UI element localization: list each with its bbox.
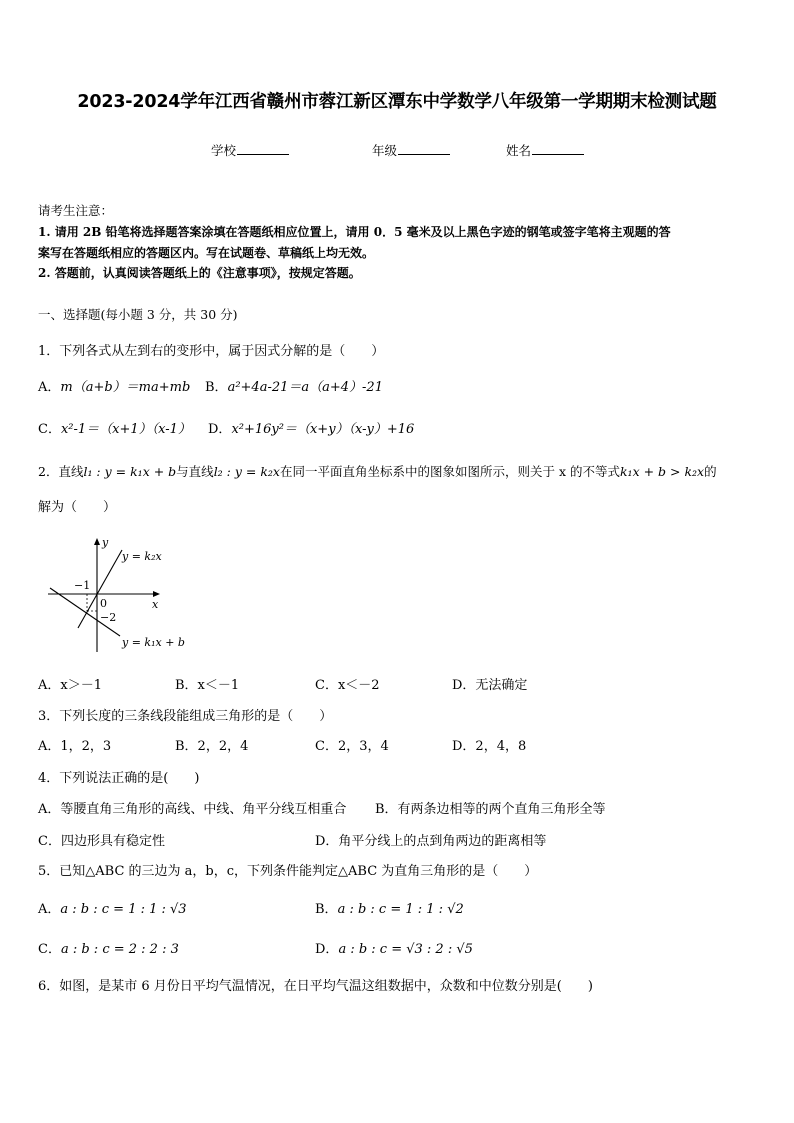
q2-option-a: A．x＞－1 xyxy=(38,678,102,693)
q5-b-label: B． xyxy=(315,902,338,917)
q1-a-math: m（a+b）＝ma+mb xyxy=(60,380,191,395)
question-4-stem: 4．下列说法正确的是( ) xyxy=(38,771,200,786)
q2-graph xyxy=(40,530,200,660)
q5-a-math: a : b : c = 1 : 1 : √3 xyxy=(60,902,187,917)
name-field xyxy=(506,140,584,161)
y-axis-arrow xyxy=(94,538,100,545)
q2-stem-a: 2．直线 xyxy=(38,464,84,479)
grade-blank xyxy=(398,140,450,155)
question-2-stem-cont: 解为（ ） xyxy=(38,500,117,515)
q1-option-d xyxy=(208,420,414,440)
q5-option-d xyxy=(315,940,473,960)
question-3-stem: 3．下列长度的三条线段能组成三角形的是（ ） xyxy=(38,709,333,724)
q5-a-label: A． xyxy=(38,902,61,917)
q2-l1: l₁ : y = k₁x + b xyxy=(83,464,177,479)
q5-option-a xyxy=(38,900,187,920)
q1-c-label: C． xyxy=(38,422,61,437)
q5-c-label: C． xyxy=(38,942,61,957)
q3-option-c: C．2，3，4 xyxy=(315,739,389,754)
q3-option-b: B．2，2，4 xyxy=(175,739,249,754)
q4-option-d: D．角平分线上的点到角两边的距离相等 xyxy=(315,834,547,849)
q2-stem-b: 与直线 xyxy=(176,464,214,479)
question-1-stem: 1．下列各式从左到右的变形中，属于因式分解的是（ ） xyxy=(38,344,385,359)
q1-c-math: x²-1＝（x+1）（x-1） xyxy=(60,422,191,437)
q4-option-b: B．有两条边相等的两个直角三角形全等 xyxy=(375,802,606,817)
name-blank xyxy=(532,140,584,155)
q1-a-label: A． xyxy=(38,380,61,395)
notice-line-1b: 案写在答题纸相应的答题区内。写在试题卷、草稿纸上均无效。 xyxy=(38,246,375,260)
question-5-stem: 5．已知△ABC 的三边为 a，b，c，下列条件能判定△ABC 为直角三角形的是（ ） xyxy=(38,864,538,879)
question-2-stem xyxy=(38,462,717,482)
q2-stem-c: 在同一平面直角坐标系中的图象如图所示，则关于 x 的不等式 xyxy=(279,464,620,479)
grade-label: 年级 xyxy=(372,143,398,158)
q5-d-math: a : b : c = √3 : 2 : √5 xyxy=(338,942,473,957)
q4-option-c: C．四边形具有稳定性 xyxy=(38,834,165,849)
q2-option-d: D．无法确定 xyxy=(452,678,528,693)
q2-inequality: k₁x + b > k₂x xyxy=(619,464,705,479)
q2-l2: l₂ : y = k₂x xyxy=(213,464,280,479)
page-title: 2023-2024学年江西省赣州市蓉江新区潭东中学数学八年级第一学期期末检测试题 xyxy=(77,92,717,112)
q1-option-b xyxy=(205,378,383,398)
notice-heading: 请考生注意： xyxy=(38,203,114,218)
notice-line-2: 2. 答题前，认真阅读答题纸上的《注意事项》，按规定答题。 xyxy=(38,266,361,280)
q3-option-d: D．2，4，8 xyxy=(452,739,527,754)
q1-b-math: a²+4a-21＝a（a+4）-21 xyxy=(227,380,383,395)
q1-d-math: x²+16y²＝（x+y）（x-y）+16 xyxy=(231,422,415,437)
q1-d-label: D． xyxy=(208,422,232,437)
q5-c-math: a : b : c = 2 : 2 : 3 xyxy=(60,942,179,957)
name-label: 姓名 xyxy=(506,143,532,158)
minus-one-label: −1 xyxy=(74,579,91,592)
school-blank xyxy=(237,140,289,155)
q2-option-c: C．x＜－2 xyxy=(315,678,380,693)
q3-option-a: A．1，2，3 xyxy=(38,739,112,754)
q1-option-a xyxy=(38,378,190,398)
school-label: 学校 xyxy=(211,143,237,158)
notice-line-1a: 1. 请用 2B 铅笔将选择题答案涂填在答题纸相应位置上，请用 0．5 毫米及以上黑色字迹的钢笔或签字笔将主观题的答 xyxy=(38,225,671,239)
q2-stem-d: 的 xyxy=(704,464,717,479)
section-heading: 一、选择题(每小题 3 分，共 30 分) xyxy=(38,307,238,322)
minus-two-label: −2 xyxy=(100,611,117,624)
grade-field xyxy=(372,140,450,161)
q4-option-a: A．等腰直角三角形的高线、中线、角平分线互相重合 xyxy=(38,802,347,817)
school-field xyxy=(211,140,289,161)
q5-d-label: D． xyxy=(315,942,339,957)
q2-option-b: B．x＜－1 xyxy=(175,678,240,693)
question-6-stem: 6．如图，是某市 6 月份日平均气温情况，在日平均气温这组数据中，众数和中位数分别是( ) xyxy=(38,979,593,994)
q5-option-c xyxy=(38,940,179,960)
x-axis-arrow xyxy=(153,591,160,597)
line-k1x-b-label: y = k₁x + b xyxy=(122,636,185,649)
q5-option-b xyxy=(315,900,464,920)
y-axis-label: y xyxy=(102,536,109,549)
q1-option-c xyxy=(38,420,191,440)
q1-b-label: B． xyxy=(205,380,228,395)
origin-label: 0 xyxy=(100,597,107,610)
q5-b-math: a : b : c = 1 : 1 : √2 xyxy=(337,902,464,917)
x-axis-label: x xyxy=(152,598,159,611)
line-k2x-label: y = k₂x xyxy=(122,550,162,563)
